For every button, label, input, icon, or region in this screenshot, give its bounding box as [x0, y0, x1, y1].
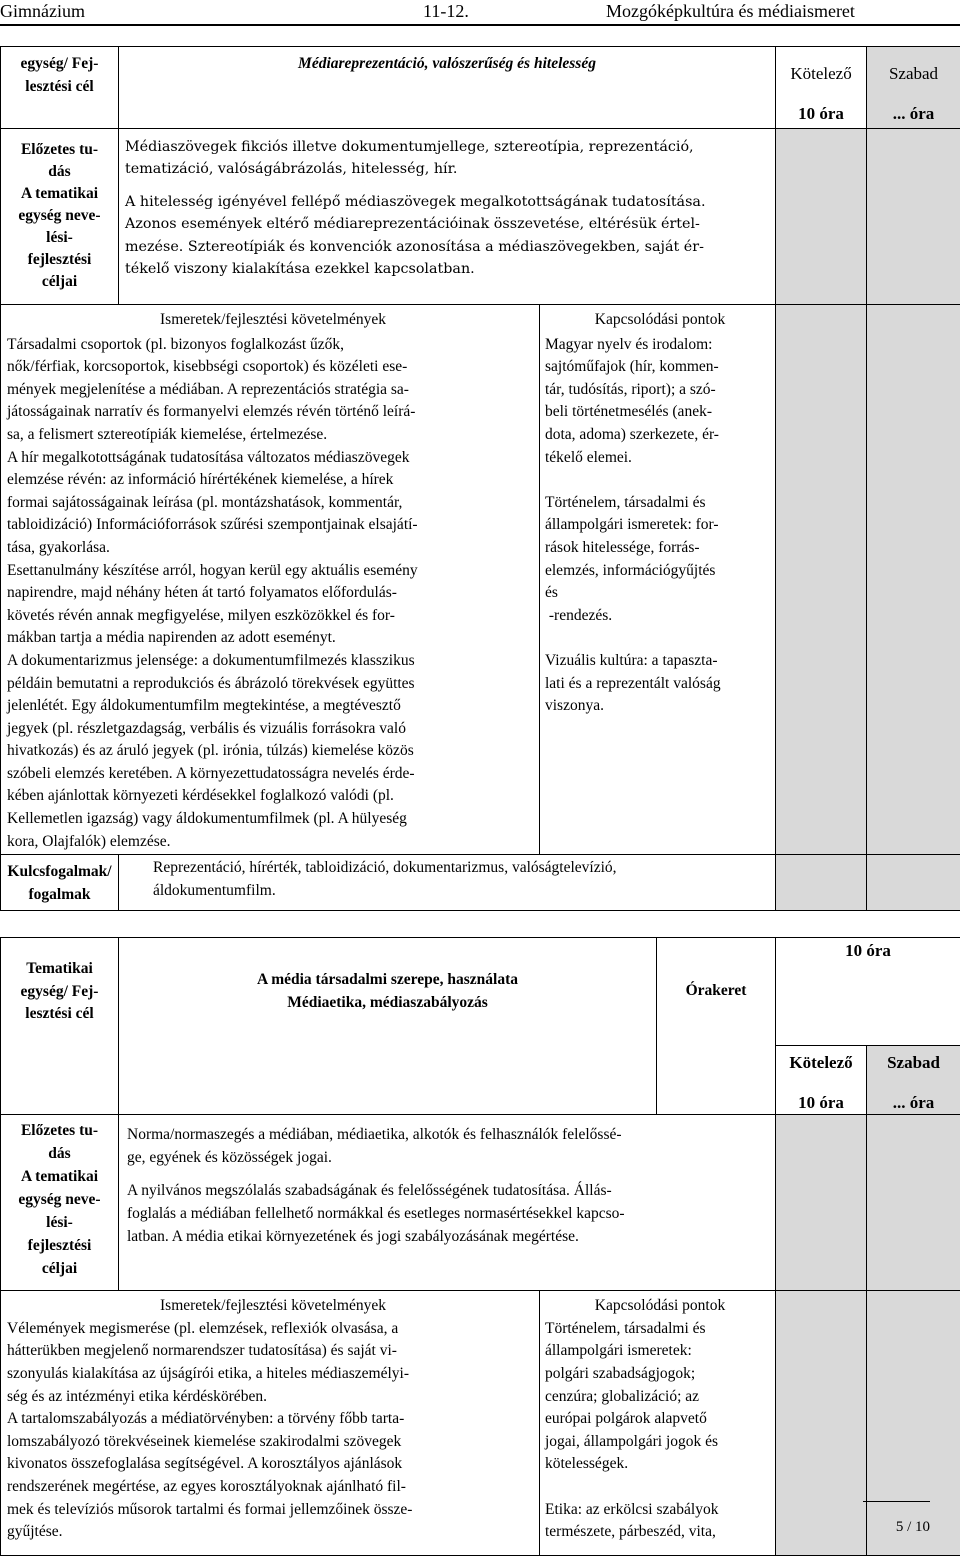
unit1-req-line: Kellemetlen igazság) vagy áldokumentumfilmek (pl. A hülyeség — [7, 808, 539, 831]
unit2-szabad-cell — [867, 1046, 960, 1115]
unit1-prior-label-line: fejlesztési — [1, 249, 118, 271]
unit2-req-line: hátterükben megjelenő normarendszer tudatosítása) és saját vi- — [7, 1340, 539, 1363]
unit2-content-row — [1, 1291, 960, 1556]
unit2-prior-label-line: fejlesztési — [1, 1234, 118, 1257]
unit1-conn-line: elemzés, információgyűjtés — [545, 560, 775, 583]
unit2-prior-label — [1, 1115, 119, 1291]
unit1-req-line: sa, a felismert sztereotípiák kiemelése, értelmezése. — [7, 424, 539, 447]
unit2-label-line: Tematikai — [1, 958, 118, 981]
unit1-req-line: Esettanulmány készítése arról, hogyan kerül egy aktuális esemény — [7, 560, 539, 583]
page-header — [0, 0, 960, 22]
unit2-title-line: Médiaetika, médiaszabályozás — [119, 992, 656, 1015]
unit2-grey-cell — [776, 1115, 867, 1291]
header-school: Gimnázium — [0, 0, 85, 22]
unit2-conn-line — [545, 1476, 775, 1499]
unit1-header-row — [1, 47, 960, 129]
unit1-szabad-label: Szabad — [867, 63, 960, 86]
unit2-prior-label-line: egység neve- — [1, 1188, 118, 1211]
unit1-conn-line: rások hitelessége, forrás- — [545, 537, 775, 560]
unit2-conn-line: cenzúra; globalizáció; az — [545, 1386, 775, 1409]
unit2-req-line: szonyulás kialakítása az újságírói etika, a hiteles médiaszemélyi- — [7, 1363, 539, 1386]
unit2-goal-line: foglalás a médiában fellelhető normákkal és esetleges normasértésekkel kapcso- — [127, 1203, 775, 1226]
header-rule — [0, 24, 960, 26]
unit1-req-line: mények megjelenítése a médiában. A reprezentációs stratégia sa- — [7, 379, 539, 402]
unit2-conn-line: európai polgárok alapvető — [545, 1408, 775, 1431]
unit1-key-label-line: Kulcsfogalmak/ — [1, 861, 118, 884]
unit1-req-line: Társadalmi csoportok (pl. bizonyos foglalkozást űzők, — [7, 334, 539, 357]
unit1-req-line: kében ajánlottak környezeti kérdésekkel foglalkozó valódi (pl. — [7, 785, 539, 808]
unit2-requirements — [1, 1291, 540, 1556]
unit1-key-line: áldokumentumfilm. — [153, 880, 775, 903]
unit2-label-line: lesztési cél — [1, 1003, 118, 1026]
unit2-req-head: Ismeretek/fejlesztési követelmények — [7, 1295, 539, 1318]
unit2-req-line: ség és az intézményi etika kérdéskörében. — [7, 1386, 539, 1409]
unit2-req-line: lomszabályozó törekvéseinek kiemelése szakirodalmi szövegek — [7, 1431, 539, 1454]
unit1-prior-label-line: céljai — [1, 271, 118, 293]
unit1-prior-label-line: dás — [1, 161, 118, 183]
unit2-req-line: kivonatos összefoglalása segítségével. A korosztályos ajánlások — [7, 1453, 539, 1476]
unit1-conn-line: tékelő elemei. — [545, 447, 775, 470]
unit2-grey-cell — [776, 1291, 867, 1556]
unit1-goals-row — [1, 129, 960, 305]
unit1-conn-line: beli történetmesélés (anek- — [545, 401, 775, 424]
unit1-kotelezo-cell — [776, 47, 867, 129]
unit1-conn-line: sajtóműfajok (hír, kommen- — [545, 356, 775, 379]
page-number: 5 / 10 — [878, 1516, 930, 1539]
unit1-conn-line: viszonya. — [545, 695, 775, 718]
unit1-connections — [540, 305, 776, 855]
unit1-req-line: nők/férfiak, korcsoportok, kisebbségi csoportok) és közéleti ese- — [7, 356, 539, 379]
unit1-szabad-cell — [867, 47, 960, 129]
unit2-prior-label-line: lési- — [1, 1211, 118, 1234]
unit1-conn-line — [545, 627, 775, 650]
unit1-req-line: elemzése révén: az információ hírértékének kiemelése, a hírek — [7, 469, 539, 492]
unit1-table — [0, 46, 960, 911]
unit1-conn-line — [545, 469, 775, 492]
unit1-grey-cell — [776, 129, 867, 305]
unit1-conn-line: dota, adoma) szerkezete, ér- — [545, 424, 775, 447]
unit2-conn-line: Etika: az erkölcsi szabályok — [545, 1499, 775, 1522]
unit1-req-line: tása, gyakorlása. — [7, 537, 539, 560]
unit2-conn-line: kötelességek. — [545, 1453, 775, 1476]
unit2-prior-label-line: Előzetes tu- — [1, 1119, 118, 1142]
unit1-req-line: formai sajátosságainak leírása (pl. montázshatások, kommentár, — [7, 492, 539, 515]
unit1-conn-line: tár, tudósítás, riport); a szó- — [545, 379, 775, 402]
unit2-goals-row — [1, 1115, 960, 1291]
unit2-prior-label-line: céljai — [1, 1257, 118, 1280]
unit1-goals-text — [119, 129, 776, 305]
unit1-title: Médiareprezentáció, valószerűség és hitelesség — [119, 47, 776, 129]
unit2-kotelezo-label: Kötelező — [776, 1052, 866, 1075]
unit2-label-line: egység/ Fej- — [1, 981, 118, 1004]
unit1-goal-line: mezése. Sztereotípiák és konvenciók azonosítása a médiaszövegekben, saját ér- — [125, 236, 775, 258]
unit1-req-head: Ismeretek/fejlesztési követelmények — [7, 309, 539, 332]
unit1-req-line: mákban tartja a média napirenden az adott eseményt. — [7, 627, 539, 650]
unit2-title — [119, 938, 657, 1115]
unit1-key-label-line: fogalmak — [1, 884, 118, 907]
unit2-szabad-hours: ... óra — [867, 1092, 960, 1115]
unit1-goal-line: Azonos események eltérő médiareprezentációinak összevetése, eltérésük értel- — [125, 213, 775, 235]
header-subject: Mozgóképkultúra és médiaismeret — [606, 0, 855, 22]
unit1-grey-cell — [867, 305, 960, 855]
unit1-label-line: egység/ Fej- — [1, 53, 118, 76]
unit1-req-line: játosságainak narratív és formanyelvi elemzés révén történő leírá- — [7, 401, 539, 424]
unit1-key-label — [1, 855, 119, 911]
unit2-req-line: gyűjtése. — [7, 1521, 539, 1544]
unit1-conn-line: állampolgári ismeretek: for- — [545, 514, 775, 537]
unit1-req-line: A hír megalkotottságának tudatosítása változatos médiaszövegek — [7, 447, 539, 470]
unit1-kotelezo-label: Kötelező — [776, 63, 866, 86]
unit2-conn-head: Kapcsolódási pontok — [545, 1295, 775, 1318]
unit2-header-row — [1, 938, 960, 1046]
unit2-prior-line: Norma/normaszegés a médiában, médiaetika, alkotók és felhasználók felelőssé- — [127, 1124, 775, 1147]
unit1-req-line: hivatkozás) és az áruló jegyek (pl. irónia, túlzás) kiemelése közös — [7, 740, 539, 763]
unit1-prior-label-line: A tematikai — [1, 183, 118, 205]
unit1-req-line: tabloidizáció) Információforrások szűrési szempontjainak elsajátí- — [7, 514, 539, 537]
unit2-goals-text — [119, 1115, 776, 1291]
unit2-table — [0, 937, 960, 1556]
unit2-req-line: A tartalomszabályozás a médiatörvényben: a törvény főbb tarta- — [7, 1408, 539, 1431]
unit1-goal-line: tékelő viszony kialakítása ezekkel kapcsolatban. — [125, 258, 775, 280]
unit2-conn-line: polgári szabadságjogok; — [545, 1363, 775, 1386]
unit1-req-line: kora, Olajfalók) elemzése. — [7, 831, 539, 854]
unit1-req-line: jelenlétét. Egy áldokumentumfilm megtekintése, a megtévesztő — [7, 695, 539, 718]
unit2-req-line: Vélemények megismerése (pl. elemzések, reflexiók olvasása, a — [7, 1318, 539, 1341]
unit1-key-text — [119, 855, 776, 911]
unit1-conn-head: Kapcsolódási pontok — [545, 309, 775, 332]
unit1-req-line: példáin bemutatni a reprodukciós és ábrázoló törekvések együttes — [7, 673, 539, 696]
unit1-grey-cell — [776, 305, 867, 855]
header-grade: 11-12. — [423, 0, 469, 22]
unit2-connections — [540, 1291, 776, 1556]
unit2-conn-line: Történelem, társadalmi és — [545, 1318, 775, 1341]
unit1-req-line: szóbeli elemzés keretében. A környezettudatosságra nevelés érde- — [7, 763, 539, 786]
unit2-req-line: rendszerének megértése, az egyes korosztályoknak ajánlható fil- — [7, 1476, 539, 1499]
unit1-requirements — [1, 305, 540, 855]
unit2-kotelezo-cell — [776, 1046, 867, 1115]
unit2-label-cell — [1, 938, 119, 1115]
unit1-szabad-hours: ... óra — [867, 103, 960, 126]
unit1-prior-label — [1, 129, 119, 305]
unit1-grey-cell — [867, 129, 960, 305]
unit2-conn-line: természete, párbeszéd, vita, — [545, 1521, 775, 1544]
unit1-kotelezo-hours: 10 óra — [776, 103, 866, 126]
unit2-goal-line: A nyilvános megszólalás szabadságának és felelősségének tudatosítása. Állás- — [127, 1180, 775, 1203]
unit2-conn-line: állampolgári ismeretek: — [545, 1340, 775, 1363]
unit1-grey-cell — [867, 855, 960, 911]
unit1-conn-line: -rendezés. — [545, 605, 775, 628]
unit1-key-line: Reprezentáció, hírérték, tabloidizáció, dokumentarizmus, valóságtelevízió, — [153, 857, 775, 880]
unit2-goal-line: latban. A média etikai környezetének és jogi szabályozásának megértése. — [127, 1226, 775, 1249]
unit1-content-row — [1, 305, 960, 855]
unit2-grey-cell — [867, 1115, 960, 1291]
unit2-req-line: mek és televíziós műsorok tartalmi és formai jellemzőinek össze- — [7, 1499, 539, 1522]
unit1-req-line: A dokumentarizmus jelensége: a dokumentumfilmezés klasszikus — [7, 650, 539, 673]
unit1-req-line: napirendre, majd néhány héten át tartó folyamatos előfordulás- — [7, 582, 539, 605]
unit2-conn-line: jogai, állampolgári jogok és — [545, 1431, 775, 1454]
unit2-kotelezo-hours: 10 óra — [776, 1092, 866, 1115]
footer-rule — [863, 1501, 930, 1502]
unit1-conn-line: és — [545, 582, 775, 605]
unit1-conn-line: Történelem, társadalmi és — [545, 492, 775, 515]
unit2-prior-line: ge, egyének és közösségek jogai. — [127, 1147, 775, 1170]
unit1-prior-line: tematizáció, valóságábrázolás, hitelesség, hír. — [125, 158, 775, 180]
unit1-key-row — [1, 855, 960, 911]
unit1-label-cell — [1, 47, 119, 129]
unit1-goal-line: A hitelesség igényével fellépő médiaszövegek megalkotottságának tudatosítása. — [125, 191, 775, 213]
unit2-prior-label-line: A tematikai — [1, 1165, 118, 1188]
unit2-prior-label-line: dás — [1, 1142, 118, 1165]
unit1-conn-line: Vizuális kultúra: a tapaszta- — [545, 650, 775, 673]
unit1-prior-label-line: lési- — [1, 227, 118, 249]
unit1-req-line: követés révén annak megfigyelése, milyen eszközökkel és for- — [7, 605, 539, 628]
unit1-req-line: jegyek (pl. részletgazdagság, verbális és vizuális forrásokra való — [7, 718, 539, 741]
unit2-title-line: A média társadalmi szerepe, használata — [119, 969, 656, 992]
unit2-hours-total: 10 óra — [776, 938, 960, 1046]
unit1-prior-label-line: egység neve- — [1, 205, 118, 227]
unit1-grey-cell — [776, 855, 867, 911]
unit1-prior-label-line: Előzetes tu- — [1, 139, 118, 161]
unit1-prior-line: Médiaszövegek fikciós illetve dokumentumjellege, sztereotípia, reprezentáció, — [125, 136, 775, 158]
unit2-szabad-label: Szabad — [867, 1052, 960, 1075]
unit1-conn-line: lati és a reprezentált valóság — [545, 673, 775, 696]
unit1-conn-line: Magyar nyelv és irodalom: — [545, 334, 775, 357]
unit1-label-line: lesztési cél — [1, 76, 118, 99]
unit2-orakeret: Órakeret — [657, 938, 776, 1115]
